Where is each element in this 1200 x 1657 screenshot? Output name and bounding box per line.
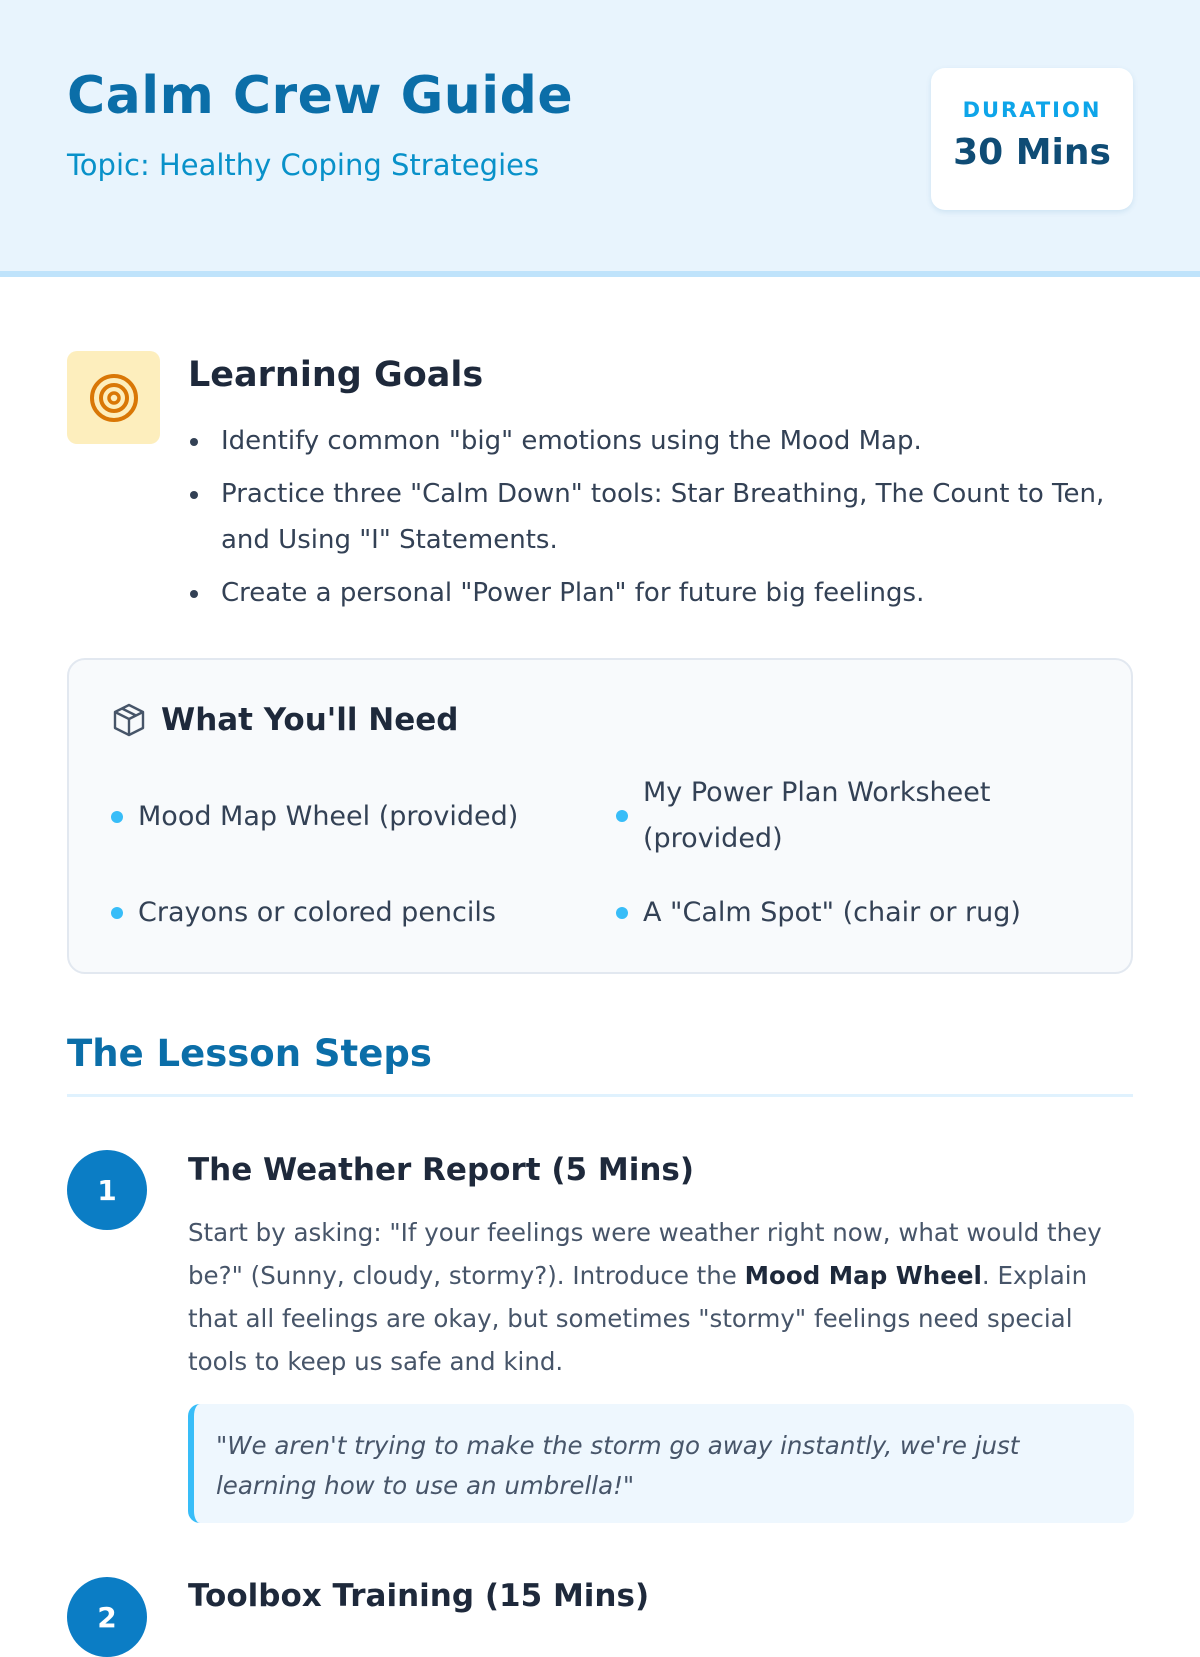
step-text: Start by asking: "If your feelings were weather right now, what would they be?" (Sunny, cloudy, stormy?). Introduce the bbox=[188, 1218, 1102, 1290]
bullet-dot bbox=[616, 810, 628, 822]
divider bbox=[67, 1094, 1133, 1097]
materials-item bbox=[616, 890, 1021, 936]
materials-box bbox=[67, 658, 1133, 974]
lesson-steps-title: The Lesson Steps bbox=[67, 1032, 432, 1075]
package-icon bbox=[111, 702, 147, 738]
materials-item-label: Crayons or colored pencils bbox=[138, 897, 496, 928]
materials-item bbox=[111, 794, 518, 840]
goals-icon-tile bbox=[67, 351, 160, 444]
materials-item-label: My Power Plan Worksheet (provided) bbox=[643, 777, 991, 854]
goals-list bbox=[188, 418, 1138, 623]
bullet-dot bbox=[111, 811, 123, 823]
goal-item: Create a personal "Power Plan" for future big feelings. bbox=[188, 570, 1138, 616]
step-title: Toolbox Training (15 Mins) bbox=[188, 1578, 650, 1614]
step-title: The Weather Report (5 Mins) bbox=[188, 1152, 695, 1188]
bullet-dot bbox=[616, 907, 628, 919]
step-quote: "We aren't trying to make the storm go away instantly, we're just learning how to use an umbrella!" bbox=[188, 1404, 1134, 1523]
step-number-badge: 2 bbox=[67, 1577, 147, 1657]
bullet-dot bbox=[111, 907, 123, 919]
goals-title: Learning Goals bbox=[188, 355, 484, 395]
materials-item bbox=[111, 890, 496, 936]
duration-label: DURATION bbox=[962, 98, 1102, 122]
step-bold-text: Mood Map Wheel bbox=[744, 1261, 982, 1290]
step-description bbox=[188, 1211, 1138, 1383]
materials-header bbox=[111, 702, 458, 738]
materials-title: What You'll Need bbox=[161, 702, 459, 738]
duration-value: 30 Mins bbox=[953, 132, 1111, 173]
target-icon bbox=[88, 372, 140, 424]
goal-item: Identify common "big" emotions using the Mood Map. bbox=[188, 418, 1138, 464]
goal-item: Practice three "Calm Down" tools: Star Breathing, The Count to Ten, and Using "I" Statements. bbox=[188, 471, 1138, 563]
step-text: . Explain that all feelings are okay, but sometimes "stormy" feelings need special tools to keep us safe and kind. bbox=[188, 1261, 1088, 1376]
step-number-badge: 1 bbox=[67, 1150, 147, 1230]
materials-item bbox=[616, 770, 1046, 862]
page-header bbox=[0, 0, 1200, 277]
duration-card bbox=[931, 68, 1133, 210]
materials-item-label: Mood Map Wheel (provided) bbox=[138, 801, 519, 832]
page-subtitle: Topic: Healthy Coping Strategies bbox=[67, 148, 540, 182]
materials-item-label: A "Calm Spot" (chair or rug) bbox=[643, 897, 1021, 928]
page-title: Calm Crew Guide bbox=[67, 66, 574, 126]
